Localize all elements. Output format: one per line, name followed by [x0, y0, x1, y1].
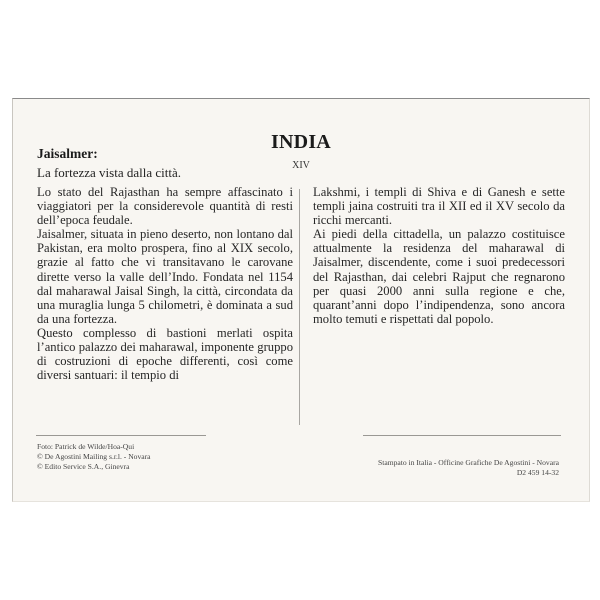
postcard-back [12, 98, 590, 502]
paragraph: Ai piedi della cittadella, un palazzo costituisce attualmente la residenza del maharawal di Jaisalmer, discendente, come i suoi predecessori del Rajasthan, dai celebri Rajput che regnarono per quasi 2000 anni sulla regione e che, quarant’anni dopo l’indipendenza, sono ancora molto temuti e rispettati dal popolo. [313, 227, 565, 326]
paragraph: Jaisalmer, situata in pieno deserto, non lontano dal Pakistan, era molto prospera, fino al XIX secolo, grazie al fatto che vi transitavano le carovane dirette verso la valle dell’Indo. Fondata nel 1154 dal maharawal Jaisal Singh, la città, circondata da una muraglia lunga 5 chilometri, è dominata a sud da una fortezza. [37, 227, 293, 326]
card-number: XIV [292, 160, 310, 171]
printer-info [378, 458, 559, 478]
catalog-code: D2 459 14-32 [516, 468, 559, 478]
copyright-line: © De Agostini Mailing s.r.l. - Novara [37, 452, 151, 462]
footer-divider-left [36, 435, 206, 436]
photo-caption: La fortezza vista dalla città. [37, 165, 182, 180]
text-column-left [37, 185, 293, 382]
paragraph: Lo stato del Rajasthan ha sempre affascinato i viaggiatori per la considerevole quantità di resti dell’epoca feudale. [37, 185, 293, 228]
text-column-right [313, 185, 565, 326]
column-divider [299, 189, 300, 425]
subject-heading: Jaisalmer: [37, 146, 98, 161]
paragraph: Lakshmi, i templi di Shiva e di Ganesh e sette templi jaina costruiti tra il XII ed il XV secolo da ricchi mercanti. [313, 185, 565, 228]
credits [37, 442, 151, 473]
copyright-line: © Edito Service S.A., Ginevra [37, 462, 130, 472]
paragraph: Questo complesso di bastioni merlati ospita l’antico palazzo dei maharawal, imponente gruppo di costruzioni di epoche differenti, così come diversi santuari: il tempio di [37, 325, 293, 383]
footer-divider-right [363, 435, 561, 436]
photo-credit: Foto: Patrick de Wilde/Hoa-Qui [37, 442, 135, 451]
printed-in: Stampato in Italia - Officine Grafiche De Agostini - Novara [378, 458, 559, 467]
card-title: INDIA [271, 131, 331, 153]
